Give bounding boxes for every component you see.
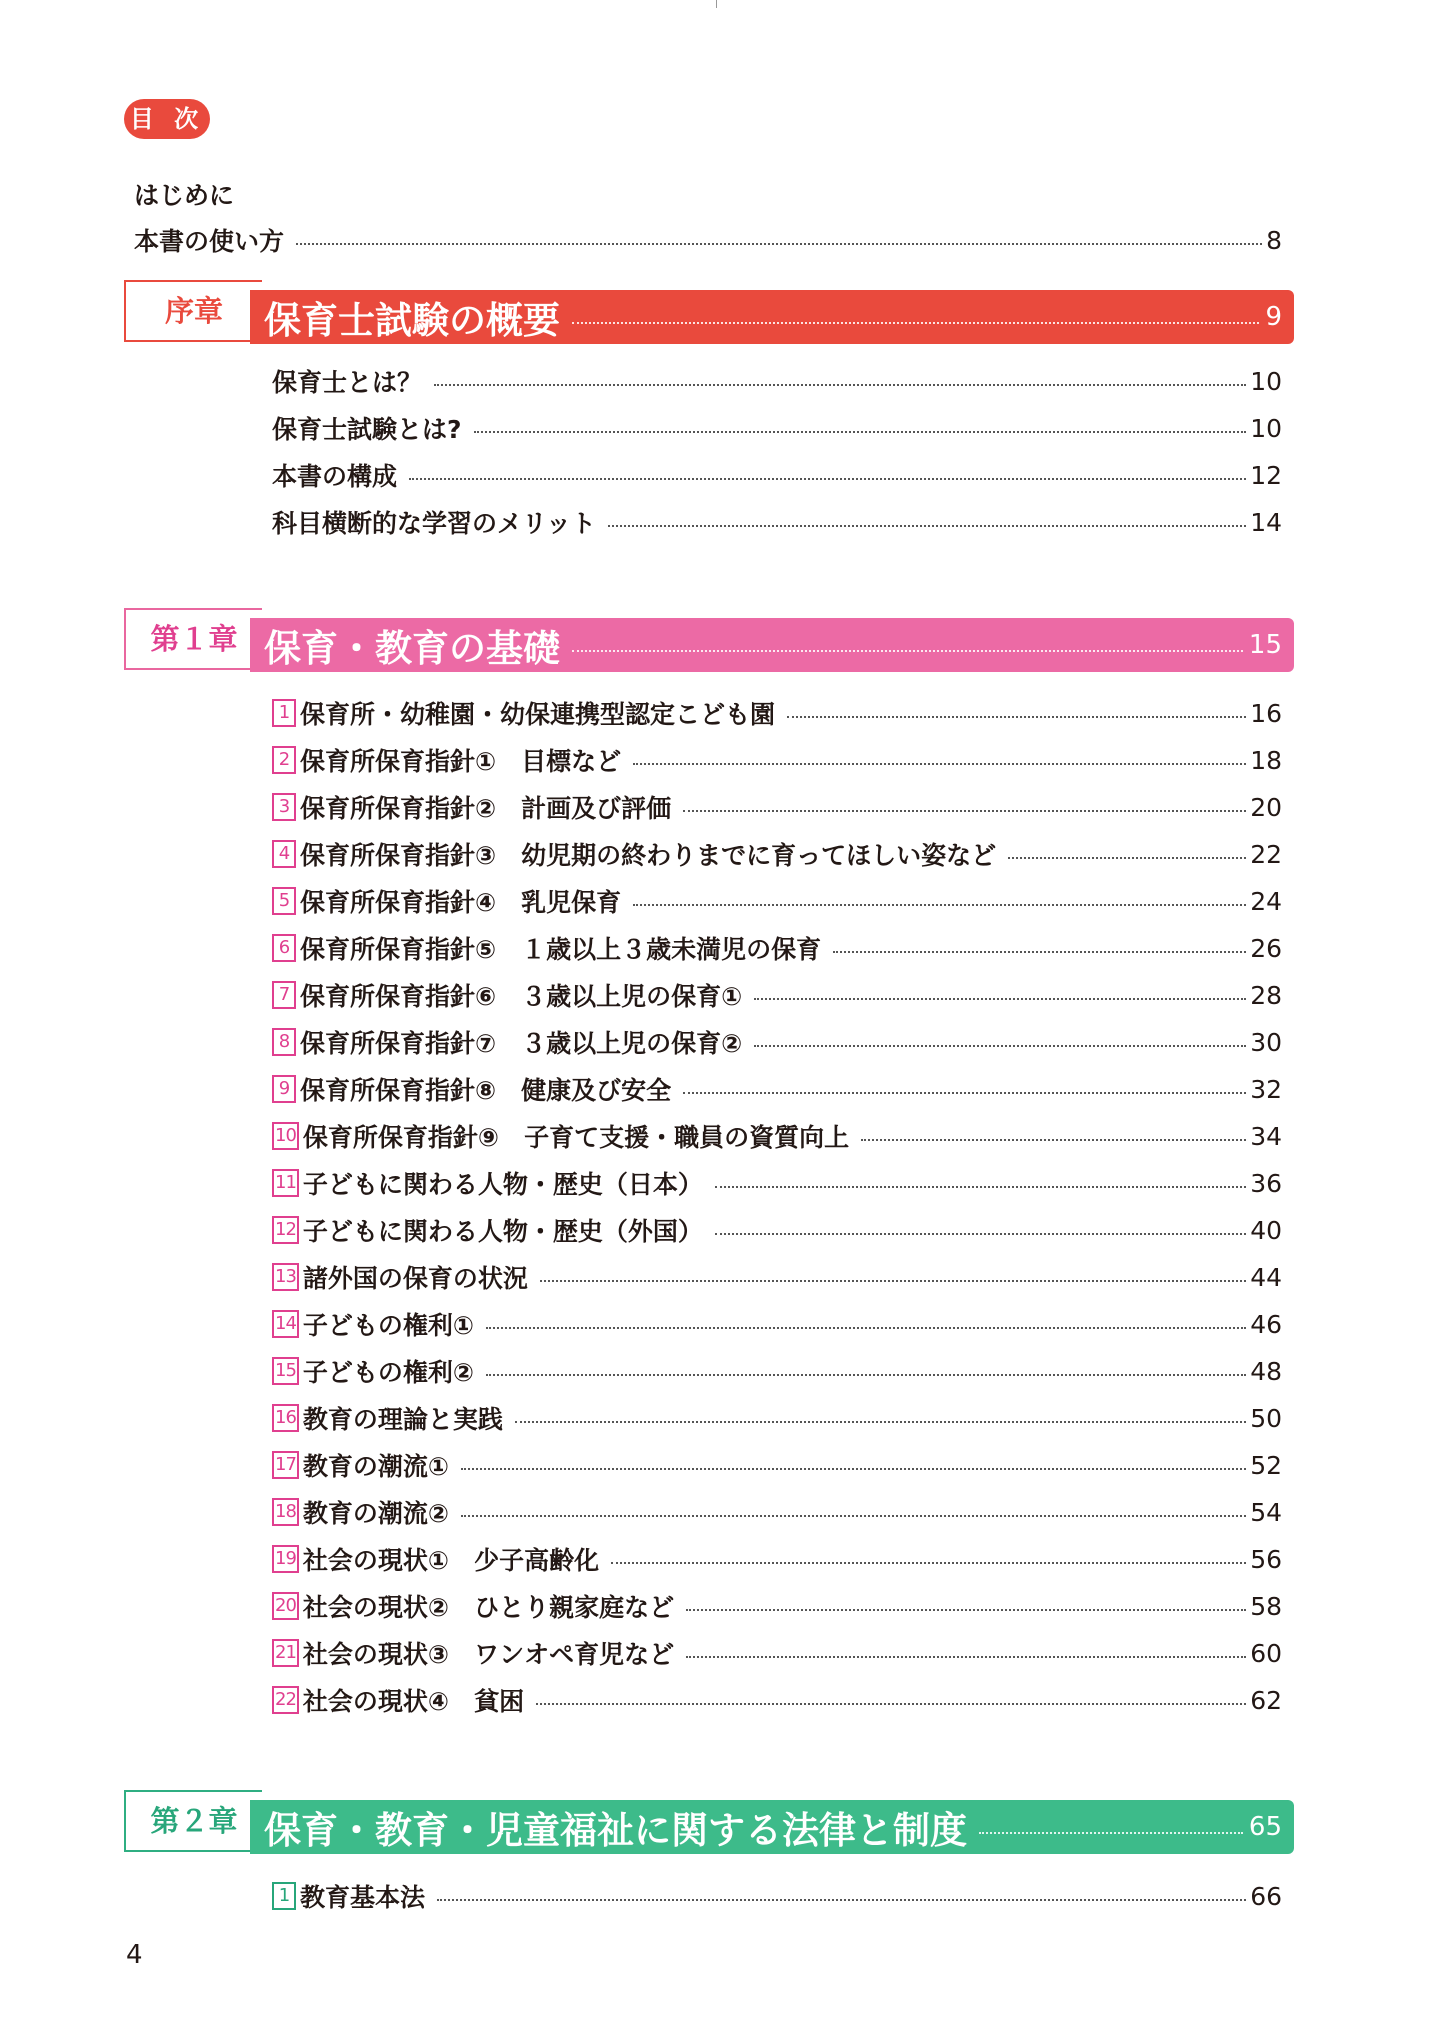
entry-label: はじめに	[134, 181, 235, 210]
toc-entry[interactable]	[272, 1680, 1282, 1720]
page-number: 56	[1250, 1544, 1282, 1574]
leader-dots	[979, 1832, 1243, 1834]
entry-number: 12	[272, 1216, 299, 1244]
entry-label: 諸外国の保育の状況	[302, 1264, 528, 1293]
toc-entry[interactable]	[272, 975, 1282, 1015]
entry-number: 11	[272, 1169, 299, 1197]
entry-label: 保育所保育指針⑨ 子育て支援・職員の資質向上	[302, 1123, 850, 1152]
leader-dots	[633, 763, 1246, 765]
entry-label: 保育士とは？	[272, 368, 423, 397]
page-number: 18	[1250, 745, 1282, 775]
toc-entry[interactable]	[272, 1210, 1282, 1250]
toc-entry[interactable]	[272, 1492, 1282, 1532]
toc-entry[interactable]	[272, 455, 1282, 495]
leader-dots	[754, 998, 1246, 1000]
entry-number: 8	[272, 1028, 296, 1056]
leader-dots	[683, 1092, 1246, 1094]
entry-number: 2	[272, 746, 296, 774]
entry-number: 17	[272, 1451, 299, 1479]
toc-entry[interactable]	[272, 1022, 1282, 1062]
entry-number: 21	[272, 1639, 299, 1667]
leader-dots	[611, 1562, 1246, 1564]
toc-entry[interactable]	[272, 1351, 1282, 1391]
toc-entry[interactable]	[272, 928, 1282, 968]
leader-dots	[296, 243, 1262, 245]
entry-label: 保育所保育指針④ 乳児保育	[300, 888, 622, 917]
page-number: 8	[1266, 225, 1282, 255]
chapter-tab: 第２章	[124, 1790, 262, 1852]
entry-label: 保育所保育指針① 目標など	[300, 747, 622, 776]
leader-dots	[686, 1656, 1246, 1658]
page-number: 20	[1250, 792, 1282, 822]
chapter-tab: 第１章	[124, 608, 262, 670]
entry-number: 16	[272, 1404, 299, 1432]
entry-number: 1	[272, 1882, 296, 1910]
entry-label: 保育所保育指針⑧ 健康及び安全	[300, 1076, 672, 1105]
page-number: 36	[1250, 1168, 1282, 1198]
entry-label: 科目横断的な学習のメリット	[272, 509, 597, 538]
toc-entry[interactable]	[272, 1586, 1282, 1626]
entry-label: 子どもに関わる人物・歴史（外国）	[302, 1217, 703, 1246]
chapter-title: 保育・教育・児童福祉に関する法律と制度	[264, 1809, 967, 1852]
entry-number: 7	[272, 981, 296, 1009]
page-number: 60	[1250, 1638, 1282, 1668]
toc-entry[interactable]	[272, 1876, 1282, 1916]
entry-number: 6	[272, 934, 296, 962]
chapter-title: 保育士試験の概要	[264, 299, 560, 342]
entry-label: 教育の潮流①	[302, 1452, 450, 1481]
page-number: 14	[1250, 507, 1282, 537]
toc-entry[interactable]	[272, 1445, 1282, 1485]
entry-number: 19	[272, 1545, 299, 1573]
leader-dots	[515, 1421, 1246, 1423]
entry-label: 保育士試験とは?	[272, 415, 462, 444]
page-number: 30	[1250, 1027, 1282, 1057]
leader-dots	[633, 904, 1246, 906]
entry-label: 教育の理論と実践	[302, 1405, 503, 1434]
chapter-tab: 序章	[124, 280, 262, 342]
leader-dots	[715, 1186, 1246, 1188]
entry-number: 9	[272, 1075, 296, 1103]
toc-badge: 目 次	[124, 99, 210, 139]
toc-entry[interactable]	[272, 502, 1282, 542]
chapter-header-1[interactable]	[124, 608, 1294, 672]
chapter-header-2[interactable]	[124, 1790, 1294, 1854]
entry-label: 保育所保育指針③ 幼児期の終わりまでに育ってほしい姿など	[300, 841, 997, 870]
leader-dots	[861, 1139, 1246, 1141]
entry-label: 子どもに関わる人物・歴史（日本）	[302, 1170, 703, 1199]
chapter-bar	[250, 618, 1294, 672]
chapter-title: 保育・教育の基礎	[264, 627, 560, 670]
page-number: 26	[1250, 933, 1282, 963]
page-number: 10	[1250, 413, 1282, 443]
entry-label: 保育所保育指針⑦ ３歳以上児の保育②	[300, 1029, 743, 1058]
front-item-howto[interactable]	[134, 220, 1282, 260]
leader-dots	[474, 431, 1247, 433]
leader-dots	[833, 951, 1246, 953]
leader-dots	[461, 1468, 1246, 1470]
toc-entry[interactable]	[272, 834, 1282, 874]
leader-dots	[536, 1703, 1246, 1705]
page-number: 12	[1250, 460, 1282, 490]
toc-entry[interactable]	[272, 1069, 1282, 1109]
entry-number: 22	[272, 1686, 299, 1714]
entry-number: 14	[272, 1310, 299, 1338]
toc-entry[interactable]	[272, 740, 1282, 780]
page-number: 22	[1250, 839, 1282, 869]
entry-label: 社会の現状① 少子高齢化	[302, 1546, 600, 1575]
entry-label: 教育基本法	[300, 1883, 426, 1912]
leader-dots	[437, 1899, 1246, 1901]
leader-dots	[572, 322, 1259, 324]
toc-entry[interactable]	[272, 1257, 1282, 1297]
entry-number: 15	[272, 1357, 299, 1385]
chapter-header-intro[interactable]	[124, 280, 1294, 344]
page-number: 66	[1250, 1881, 1282, 1911]
leader-dots	[1008, 857, 1246, 859]
entry-number: 10	[272, 1122, 299, 1150]
leader-dots	[754, 1045, 1246, 1047]
toc-entry[interactable]	[272, 1304, 1282, 1344]
entry-number: 1	[272, 699, 296, 727]
page-number: 34	[1250, 1121, 1282, 1151]
leader-dots	[540, 1280, 1246, 1282]
entry-number: 18	[272, 1498, 299, 1526]
entry-label: 保育所保育指針⑥ ３歳以上児の保育①	[300, 982, 743, 1011]
entry-label: 保育所保育指針⑤ １歳以上３歳未満児の保育	[300, 935, 822, 964]
page-number: 48	[1250, 1356, 1282, 1386]
leader-dots	[715, 1233, 1246, 1235]
front-item-hajimeni[interactable]	[134, 174, 1282, 214]
leader-dots	[683, 810, 1246, 812]
entry-label: 社会の現状② ひとり親家庭など	[302, 1593, 675, 1622]
entry-number: 5	[272, 887, 296, 915]
page-number: 62	[1250, 1685, 1282, 1715]
chapter-page: 9	[1265, 302, 1282, 332]
toc-entry[interactable]	[272, 787, 1282, 827]
chapter-page: 15	[1248, 630, 1282, 660]
toc-entry[interactable]	[272, 1398, 1282, 1438]
page-number: 44	[1250, 1262, 1282, 1292]
entry-label: 子どもの権利①	[302, 1311, 475, 1340]
leader-dots	[686, 1609, 1246, 1611]
leader-dots	[486, 1374, 1246, 1376]
entry-number: 4	[272, 840, 296, 868]
entry-label: 保育所保育指針② 計画及び評価	[300, 794, 672, 823]
entry-number: 13	[272, 1263, 299, 1291]
page-number: 50	[1250, 1403, 1282, 1433]
chapter-bar	[250, 1800, 1294, 1854]
entry-label: 本書の使い方	[134, 227, 285, 256]
page-number: 24	[1250, 886, 1282, 916]
chapter-bar	[250, 290, 1294, 344]
leader-dots	[572, 650, 1243, 652]
page-number: 54	[1250, 1497, 1282, 1527]
toc-entry[interactable]	[272, 1539, 1282, 1579]
entry-label: 教育の潮流②	[302, 1499, 450, 1528]
leader-dots	[787, 716, 1246, 718]
page-number: 28	[1250, 980, 1282, 1010]
entry-number: 3	[272, 793, 296, 821]
toc-entry[interactable]	[272, 693, 1282, 733]
page-number: 58	[1250, 1591, 1282, 1621]
page-number: 52	[1250, 1450, 1282, 1480]
page-number: 32	[1250, 1074, 1282, 1104]
toc-entry[interactable]	[272, 881, 1282, 921]
leader-dots	[409, 478, 1246, 480]
toc-entry[interactable]	[272, 408, 1282, 448]
page-number: 46	[1250, 1309, 1282, 1339]
entry-label: 社会の現状④ 貧困	[302, 1687, 525, 1716]
page-number: 10	[1250, 366, 1282, 396]
toc-entry[interactable]	[272, 1163, 1282, 1203]
crop-mark	[716, 0, 717, 8]
chapter-page: 65	[1248, 1812, 1282, 1842]
entry-label: 社会の現状③ ワンオペ育児など	[302, 1640, 675, 1669]
toc-entry[interactable]	[272, 1116, 1282, 1156]
toc-entry[interactable]	[272, 1633, 1282, 1673]
leader-dots	[486, 1327, 1246, 1329]
leader-dots	[461, 1515, 1246, 1517]
entry-label: 本書の構成	[272, 462, 398, 491]
leader-dots	[608, 525, 1246, 527]
leader-dots	[434, 384, 1246, 386]
entry-label: 保育所・幼稚園・幼保連携型認定こども園	[300, 700, 776, 729]
toc-entry[interactable]	[272, 361, 1282, 401]
entry-label: 子どもの権利②	[302, 1358, 475, 1387]
page-number: 40	[1250, 1215, 1282, 1245]
page-folio: 4	[126, 1940, 143, 1970]
entry-number: 20	[272, 1592, 299, 1620]
page-number: 16	[1250, 698, 1282, 728]
